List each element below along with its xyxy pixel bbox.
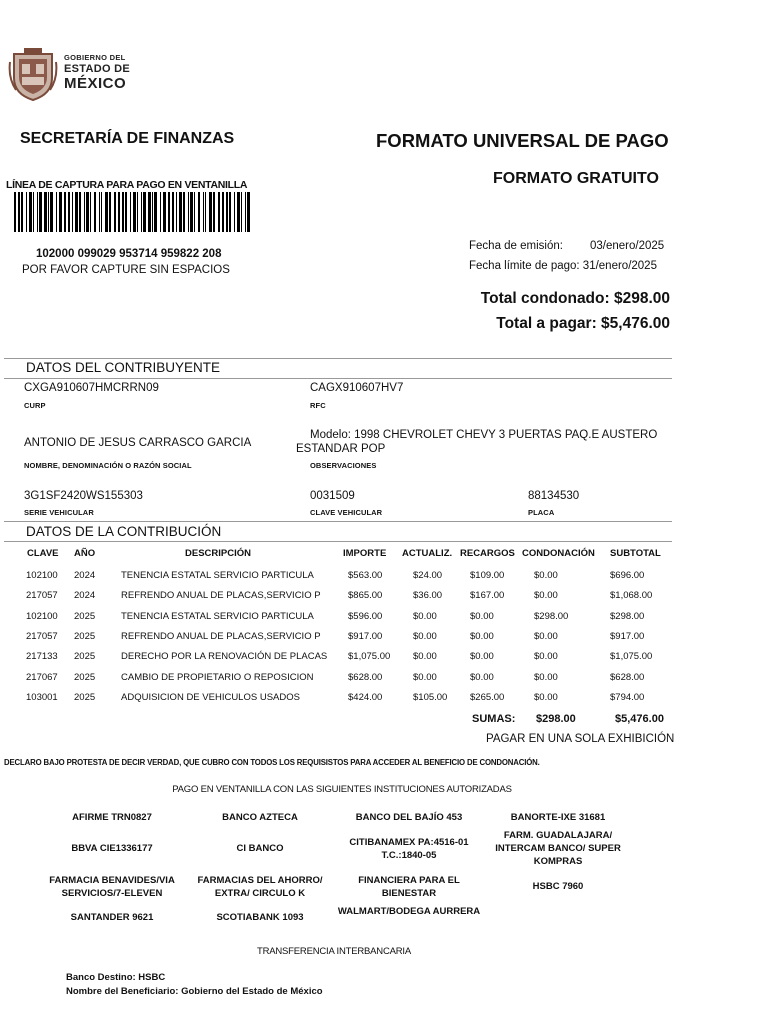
table-cell: $0.00 bbox=[413, 671, 437, 683]
bank-item: HSBC 7960 bbox=[532, 881, 584, 892]
table-cell: $298.00 bbox=[534, 610, 569, 622]
table-cell: $0.00 bbox=[413, 651, 437, 663]
divider bbox=[4, 541, 672, 542]
table-cell: CAMBIO DE PROPIETARIO O REPOSICION bbox=[121, 671, 314, 683]
rfc-label: RFC bbox=[310, 401, 326, 410]
table-cell: $109.00 bbox=[470, 570, 505, 581]
table-cell: $0.00 bbox=[534, 570, 558, 581]
table-cell: $298.00 bbox=[610, 610, 645, 622]
bank-item: FINANCIERA PARA EL BIENESTAR bbox=[358, 875, 460, 899]
table-cell: $596.00 bbox=[348, 610, 383, 622]
table-cell: $1,068.00 bbox=[610, 590, 653, 602]
fecha-emision-label: Fecha de emisión: bbox=[469, 240, 563, 252]
serie-value: 3G1SF2420WS155303 bbox=[24, 490, 143, 502]
contribuyente-section-title: DATOS DEL CONTRIBUYENTE bbox=[26, 360, 221, 375]
divider bbox=[4, 378, 672, 379]
observaciones-value-line2: ESTANDAR POP bbox=[296, 443, 386, 455]
table-cell: $563.00 bbox=[348, 570, 383, 581]
divider bbox=[4, 521, 672, 522]
sumas-condonacion: $298.00 bbox=[536, 713, 576, 725]
observaciones-label: OBSERVACIONES bbox=[310, 461, 377, 470]
table-cell: ADQUISICION DE VEHICULOS USADOS bbox=[121, 691, 300, 703]
bank-item: FARMACIAS DEL AHORRO/ EXTRA/ CIRCULO K bbox=[197, 875, 323, 899]
table-header: SUBTOTAL bbox=[610, 548, 661, 559]
contribucion-section-title: DATOS DE LA CONTRIBUCIÓN bbox=[26, 524, 222, 539]
bank-item: SANTANDER 9621 bbox=[70, 912, 154, 923]
fecha-limite-value: 31/enero/2025 bbox=[582, 260, 657, 272]
curp-label: CURP bbox=[24, 401, 46, 410]
secretaria-title: SECRETARÍA DE FINANZAS bbox=[20, 130, 235, 147]
table-cell: 2025 bbox=[74, 630, 96, 642]
table-cell: 2025 bbox=[74, 671, 96, 683]
table-header: AÑO bbox=[74, 548, 96, 559]
table-cell: $628.00 bbox=[348, 671, 383, 683]
bank-item: SCOTIABANK 1093 bbox=[216, 912, 304, 923]
bank-item: FARMACIA BENAVIDES/VIA SERVICIOS/7-ELEVEN bbox=[49, 875, 175, 899]
table-cell: 217067 bbox=[26, 671, 58, 683]
table-cell: $696.00 bbox=[610, 570, 645, 581]
table-header: ACTUALIZ. bbox=[402, 548, 453, 559]
formato-title: FORMATO UNIVERSAL DE PAGO bbox=[376, 130, 669, 151]
table-cell: $0.00 bbox=[534, 590, 558, 602]
table-header: RECARGOS bbox=[460, 548, 515, 559]
gobierno-logo bbox=[8, 44, 138, 104]
table-cell: $0.00 bbox=[534, 671, 558, 683]
table-cell: $105.00 bbox=[413, 691, 448, 703]
total-condonado: Total condonado: $298.00 bbox=[480, 290, 670, 307]
coat-of-arms-icon bbox=[8, 44, 58, 102]
captura-number: 102000 099029 953714 959822 208 bbox=[36, 248, 222, 260]
fecha-emision-value: 03/enero/2025 bbox=[590, 240, 665, 252]
transferencia-title: TRANSFERENCIA INTERBANCARIA bbox=[256, 946, 411, 957]
table-header: IMPORTE bbox=[343, 548, 387, 559]
sumas-subtotal: $5,476.00 bbox=[615, 713, 664, 725]
table-cell: $36.00 bbox=[413, 590, 443, 602]
table-cell: REFRENDO ANUAL DE PLACAS,SERVICIO P bbox=[121, 630, 321, 642]
table-cell: $167.00 bbox=[470, 590, 505, 602]
bank-item: WALMART/BODEGA AURRERA bbox=[337, 906, 481, 917]
captura-note: POR FAVOR CAPTURE SIN ESPACIOS bbox=[22, 264, 230, 276]
table-cell: $0.00 bbox=[470, 651, 494, 663]
nombre-label: NOMBRE, DENOMINACIÓN O RAZÓN SOCIAL bbox=[24, 461, 192, 470]
bank-item: BANORTE-IXE 31681 bbox=[510, 812, 606, 823]
pagar-note: PAGAR EN UNA SOLA EXHIBICIÓN bbox=[486, 733, 675, 745]
rfc-value: CAGX910607HV7 bbox=[310, 382, 404, 394]
gob-line2: ESTADO DE bbox=[64, 62, 131, 75]
table-cell: REFRENDO ANUAL DE PLACAS,SERVICIO P bbox=[121, 590, 321, 602]
total-pagar: Total a pagar: $5,476.00 bbox=[496, 315, 670, 332]
gobierno-text bbox=[64, 54, 130, 91]
bank-item: BANCO AZTECA bbox=[222, 812, 298, 823]
table-cell: $865.00 bbox=[348, 590, 383, 602]
bank-item: BBVA CIE1336177 bbox=[71, 843, 153, 854]
fecha-limite bbox=[469, 256, 664, 276]
curp-value: CXGA910607HMCRRN09 bbox=[24, 382, 159, 394]
declaracion: DECLARO BAJO PROTESTA DE DECIR VERDAD, QUE CUBRO CON TODOS LOS REQUISISTOS PARA ACCEDER AL BENEFICIO DE CONDONACIÓN. bbox=[4, 758, 540, 767]
table-cell: 2025 bbox=[74, 610, 96, 622]
clave-vehicular-value: 0031509 bbox=[310, 490, 355, 502]
bank-item: CI BANCO bbox=[236, 843, 284, 854]
table-cell: $24.00 bbox=[413, 570, 443, 581]
instituciones-title: PAGO EN VENTANILLA CON LAS SIGUIENTES INSTITUCIONES AUTORIZADAS bbox=[172, 784, 512, 795]
table-cell: 2025 bbox=[74, 651, 96, 663]
bank-item: AFIRME TRN0827 bbox=[72, 812, 152, 823]
table-cell: $0.00 bbox=[470, 630, 494, 642]
observaciones-value-line1: Modelo: 1998 CHEVROLET CHEVY 3 PUERTAS PAQ.E AUSTERO bbox=[310, 429, 658, 441]
table-cell: 217057 bbox=[26, 630, 58, 642]
table-cell: 102100 bbox=[26, 610, 58, 622]
table-header: CONDONACIÓN bbox=[522, 548, 595, 559]
nombre-value: ANTONIO DE JESUS CARRASCO GARCIA bbox=[24, 437, 252, 449]
gob-line3: MÉXICO bbox=[64, 74, 127, 92]
beneficiario: Nombre del Beneficiario: Gobierno del Estado de México bbox=[66, 986, 323, 997]
bank-item: CITIBANAMEX PA:4516-01 T.C.:1840-05 bbox=[349, 837, 469, 861]
table-cell: $0.00 bbox=[470, 610, 494, 622]
banco-destino: Banco Destino: HSBC bbox=[66, 972, 166, 983]
table-cell: 217057 bbox=[26, 590, 58, 602]
table-cell: 2024 bbox=[74, 570, 96, 581]
barcode bbox=[14, 192, 250, 232]
clave-vehicular-label: CLAVE VEHICULAR bbox=[310, 508, 383, 517]
table-cell: $0.00 bbox=[534, 651, 558, 663]
fecha-limite-label: Fecha límite de pago: bbox=[469, 260, 580, 272]
sumas-label: SUMAS: bbox=[472, 713, 516, 725]
table-cell: $0.00 bbox=[413, 610, 437, 622]
bank-item: BANCO DEL BAJÍO 453 bbox=[355, 812, 463, 823]
table-cell: DERECHO POR LA RENOVACIÓN DE PLACAS bbox=[121, 651, 328, 663]
captura-title: LÍNEA DE CAPTURA PARA PAGO EN VENTANILLA bbox=[6, 179, 248, 191]
dates-block bbox=[469, 236, 664, 276]
table-cell: $917.00 bbox=[610, 630, 645, 642]
table-cell: TENENCIA ESTATAL SERVICIO PARTICULA bbox=[121, 570, 314, 581]
table-cell: $794.00 bbox=[610, 691, 645, 703]
serie-label: SERIE VEHICULAR bbox=[24, 508, 94, 517]
fecha-emision bbox=[469, 236, 664, 256]
table-cell: $1,075.00 bbox=[610, 651, 653, 663]
table-header: CLAVE bbox=[27, 548, 59, 559]
table-cell: $917.00 bbox=[348, 630, 383, 642]
table-cell: 2025 bbox=[74, 691, 96, 703]
table-cell: $0.00 bbox=[413, 630, 437, 642]
table-cell: 217133 bbox=[26, 651, 58, 663]
table-cell: $628.00 bbox=[610, 671, 645, 683]
table-cell: 103001 bbox=[26, 691, 58, 703]
gob-line1: GOBIERNO DEL bbox=[64, 53, 126, 62]
table-cell: $424.00 bbox=[348, 691, 383, 703]
table-cell: $0.00 bbox=[534, 630, 558, 642]
divider bbox=[4, 358, 672, 359]
placa-label: PLACA bbox=[528, 508, 555, 517]
table-cell: $0.00 bbox=[470, 671, 494, 683]
table-cell: TENENCIA ESTATAL SERVICIO PARTICULA bbox=[121, 610, 314, 622]
table-cell: $265.00 bbox=[470, 691, 505, 703]
table-cell: 102100 bbox=[26, 570, 58, 581]
table-cell: 2024 bbox=[74, 590, 96, 602]
table-cell: $1,075.00 bbox=[348, 651, 391, 663]
table-header: DESCRIPCIÓN bbox=[185, 548, 251, 559]
table-cell: $0.00 bbox=[534, 691, 558, 703]
bank-item: FARM. GUADALAJARA/ INTERCAM BANCO/ SUPER KOMPRAS bbox=[495, 830, 621, 867]
placa-value: 88134530 bbox=[528, 490, 580, 502]
formato-gratuito: FORMATO GRATUITO bbox=[493, 170, 659, 187]
